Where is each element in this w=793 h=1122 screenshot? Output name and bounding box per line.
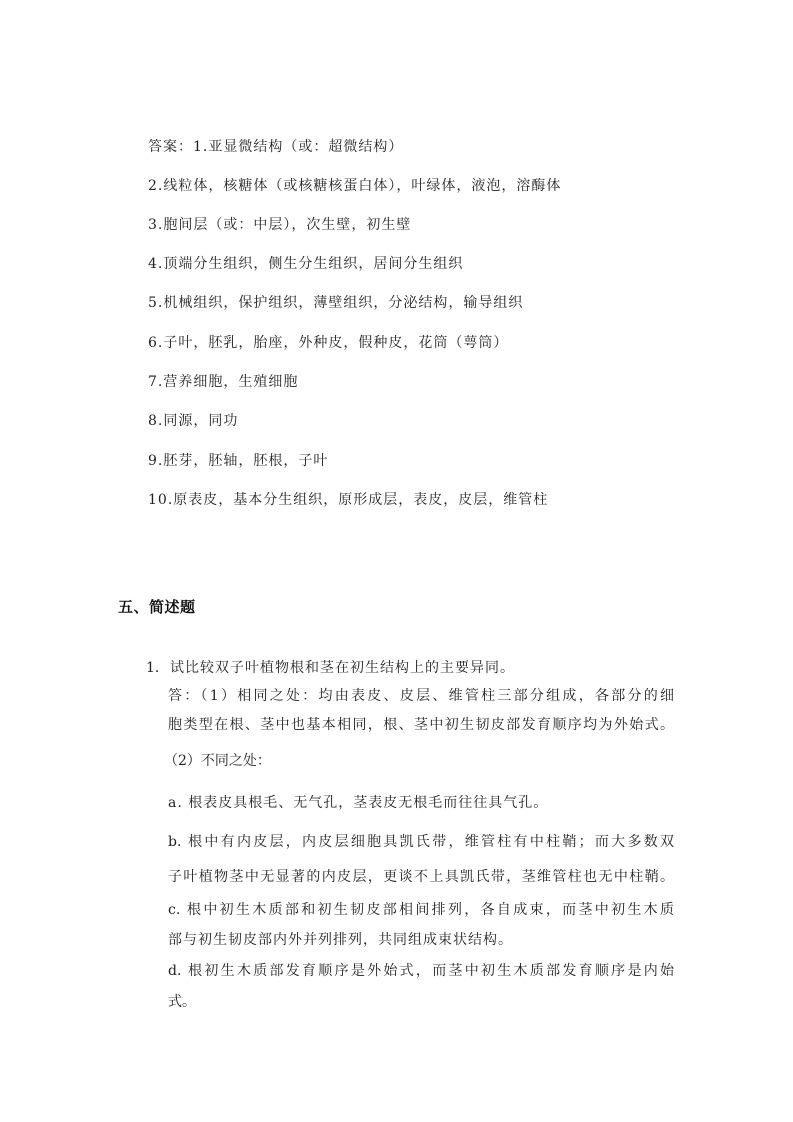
answer-paragraph-line: 部与初生韧皮部内外并列排列，共同组成束状结构。 — [168, 932, 513, 948]
answer-paragraph-line: 式。 — [168, 994, 196, 1010]
answer-paragraph-line: c. 根中初生木质部和初生韧皮部相间排列，各自成束，而茎中初生木质 — [168, 902, 674, 918]
answer-line-7: 7.营养细胞，生殖细胞 — [148, 374, 299, 390]
answer-line-8: 8.同源，同功 — [148, 413, 239, 429]
answer-line-1: 答案：1.亚显微结构（或：超微结构） — [148, 139, 404, 155]
answer-line-10: 10.原表皮，基本分生组织，原形成层，表皮，皮层，维管柱 — [148, 492, 549, 508]
question-number: 1. — [146, 660, 160, 676]
answer-paragraph-line: （2）不同之处： — [164, 753, 271, 769]
answer-paragraph-line: 子叶植物茎中无显著的内皮层，更谈不上具凯氏带，茎维管柱也无中柱鞘。 — [168, 869, 674, 885]
answer-line-9: 9.胚芽，胚轴，胚根，子叶 — [148, 453, 329, 469]
answer-line-3: 3.胞间层（或：中层），次生壁，初生壁 — [148, 217, 412, 233]
answer-line-6: 6.子叶，胚乳，胎座，外种皮，假种皮，花筒（萼筒） — [148, 335, 509, 351]
answer-paragraph-line: 答：（1）相同之处：均由表皮、皮层、维管柱三部分组成，各部分的细 — [168, 688, 674, 704]
answer-paragraph-line: a. 根表皮具根毛、无气孔，茎表皮无根毛而往往具气孔。 — [168, 795, 549, 811]
answer-paragraph-line: 胞类型在根、茎中也基本相同，根、茎中初生韧皮部发育顺序均为外始式。 — [168, 717, 674, 733]
section-title: 五、简述题 — [118, 598, 196, 616]
answer-paragraph-line: b. 根中有内皮层，内皮层细胞具凯氏带，维管柱有中柱鞘；而大多数双 — [168, 834, 674, 850]
answer-paragraph-line: d. 根初生木质部发育顺序是外始式，而茎中初生木质部发育顺序是内始 — [168, 963, 674, 979]
answer-line-5: 5.机械组织，保护组织，薄壁组织，分泌结构，输导组织 — [148, 295, 524, 311]
answer-line-4: 4.顶端分生组织，侧生分生组织，居间分生组织 — [148, 256, 464, 272]
answer-line-2: 2.线粒体，核糖体（或核糖核蛋白体），叶绿体，液泡，溶酶体 — [148, 178, 562, 194]
question-text: 试比较双子叶植物根和茎在初生结构上的主要异同。 — [170, 660, 515, 676]
